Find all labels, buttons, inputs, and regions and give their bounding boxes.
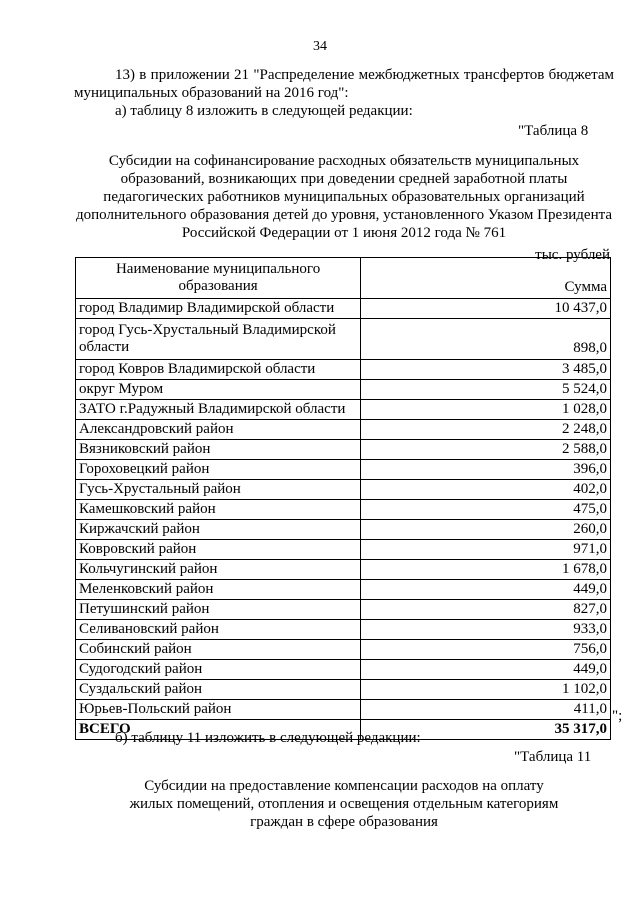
row-sum: 971,0 xyxy=(361,540,611,560)
table-row xyxy=(76,580,611,600)
table-row xyxy=(76,520,611,540)
table-row xyxy=(76,560,611,580)
table11-title-line: жилых помещений, отопления и освещения отдельным категориям xyxy=(129,796,559,812)
row-name: Киржачский район xyxy=(76,520,361,540)
row-sum: 5 524,0 xyxy=(361,380,611,400)
table-header-row xyxy=(76,258,611,299)
subsidy-table xyxy=(75,257,611,740)
item-a: а) таблицу 8 изложить в следующей редакции: xyxy=(115,103,413,119)
header-sum: Сумма xyxy=(361,258,611,299)
table-row xyxy=(76,440,611,460)
row-name: Кольчугинский район xyxy=(76,560,361,580)
row-name: Собинский район xyxy=(76,640,361,660)
table-row xyxy=(76,380,611,400)
row-name: город Ковров Владимирской области xyxy=(76,360,361,380)
row-sum: 1 102,0 xyxy=(361,680,611,700)
table-row xyxy=(76,660,611,680)
page-number: 34 xyxy=(313,39,327,54)
table-row xyxy=(76,540,611,560)
row-sum: 10 437,0 xyxy=(361,299,611,319)
table-row xyxy=(76,480,611,500)
table11-title-line: Субсидии на предоставление компенсации расходов на оплату xyxy=(144,778,544,794)
table11-title xyxy=(72,777,616,831)
row-sum: 475,0 xyxy=(361,500,611,520)
row-sum: 449,0 xyxy=(361,580,611,600)
row-sum: 3 485,0 xyxy=(361,360,611,380)
header-name: Наименование муниципального образования xyxy=(76,258,361,299)
row-sum: 411,0 xyxy=(361,700,611,720)
table-row xyxy=(76,500,611,520)
row-name: город Владимир Владимирской области xyxy=(76,299,361,319)
row-name: Вязниковский район xyxy=(76,440,361,460)
table-row xyxy=(76,400,611,420)
row-sum: 2 248,0 xyxy=(361,420,611,440)
unit-label: тыс. рублей xyxy=(535,247,610,263)
item-b: б) таблицу 11 изложить в следующей редакции: xyxy=(115,730,421,746)
table-row xyxy=(76,460,611,480)
row-name: Камешковский район xyxy=(76,500,361,520)
row-name: Меленковский район xyxy=(76,580,361,600)
row-name: Судогодский район xyxy=(76,660,361,680)
table-row xyxy=(76,360,611,380)
row-sum: 933,0 xyxy=(361,620,611,640)
table-row xyxy=(76,640,611,660)
intro-paragraph: 13) в приложении 21 "Распределение межбюджетных трансфертов бюджетам муниципальных образований на 2016 год": xyxy=(74,67,614,101)
row-name: ЗАТО г.Радужный Владимирской области xyxy=(76,400,361,420)
table-row xyxy=(76,680,611,700)
row-sum: 756,0 xyxy=(361,640,611,660)
row-sum: 1 028,0 xyxy=(361,400,611,420)
total-suffix: "; xyxy=(612,708,623,724)
row-sum: 260,0 xyxy=(361,520,611,540)
row-name: Суздальский район xyxy=(76,680,361,700)
row-name: город Гусь-Хрустальный Владимирской области xyxy=(76,319,361,360)
table-row xyxy=(76,319,611,360)
table8-label: "Таблица 8 xyxy=(518,123,589,139)
row-name: Гусь-Хрустальный район xyxy=(76,480,361,500)
table8-title: Субсидии на софинансирование расходных обязательств муниципальных образований, возникающих при доведении средней заработной платы педагогических работников муниципальных образовательных организаций дополнительного образования детей до уровня, установленного Указом Президента Российской Федерации от 1 июня 2012 года № 761 xyxy=(76,153,612,241)
table-row xyxy=(76,700,611,720)
table11-label: "Таблица 11 xyxy=(514,749,592,765)
table-row xyxy=(76,299,611,319)
row-name: Петушинский район xyxy=(76,600,361,620)
row-sum: 402,0 xyxy=(361,480,611,500)
row-sum: 449,0 xyxy=(361,660,611,680)
table-row xyxy=(76,620,611,640)
table-row xyxy=(76,600,611,620)
row-sum: 35 317,0 xyxy=(361,720,611,740)
row-name: ВСЕГО xyxy=(76,720,361,740)
row-name: Александровский район xyxy=(76,420,361,440)
row-sum: 2 588,0 xyxy=(361,440,611,460)
row-sum: 396,0 xyxy=(361,460,611,480)
row-sum: 898,0 xyxy=(361,319,611,360)
row-name: Ковровский район xyxy=(76,540,361,560)
row-sum: 827,0 xyxy=(361,600,611,620)
table11-title-line: граждан в сфере образования xyxy=(250,814,438,830)
row-sum: 1 678,0 xyxy=(361,560,611,580)
row-name: округ Муром xyxy=(76,380,361,400)
row-name: Гороховецкий район xyxy=(76,460,361,480)
table-row xyxy=(76,420,611,440)
row-name: Юрьев-Польский район xyxy=(76,700,361,720)
row-name: Селивановский район xyxy=(76,620,361,640)
